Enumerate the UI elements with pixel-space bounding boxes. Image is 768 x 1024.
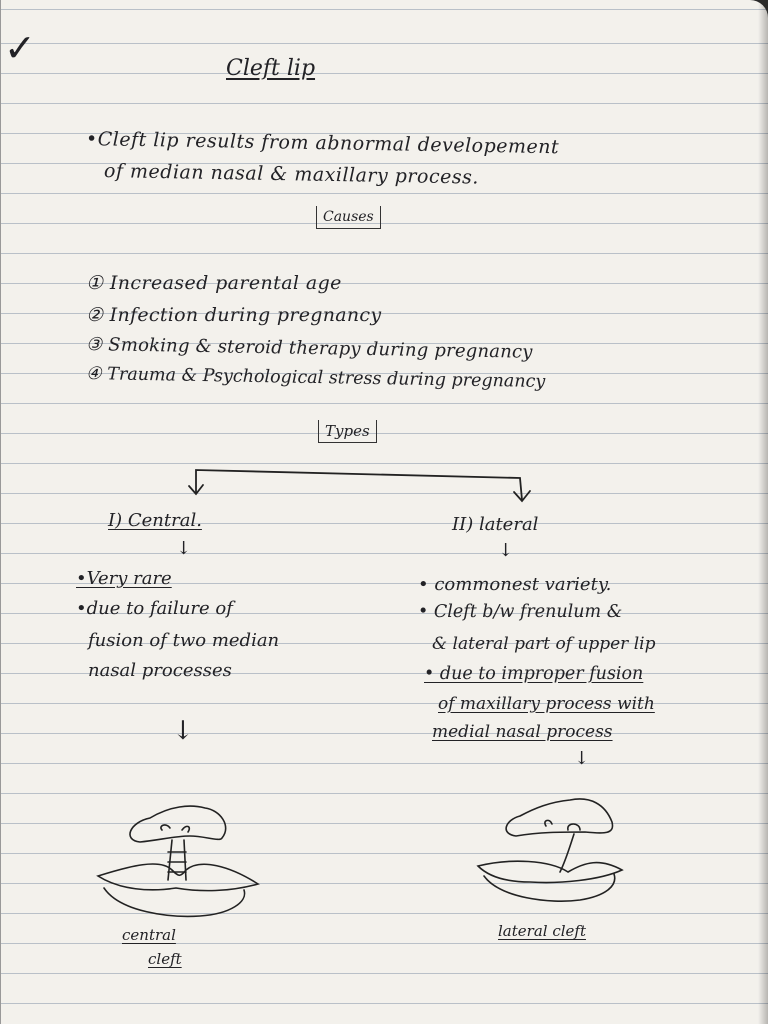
lateral-note-4: • due to improper fusion bbox=[424, 664, 644, 684]
central-type-label: I) Central. bbox=[108, 510, 202, 531]
cause-item-2: ② Infection during pregnancy bbox=[86, 304, 382, 326]
lateral-caption: lateral cleft bbox=[498, 922, 586, 940]
lateral-note-3: & lateral part of upper lip bbox=[432, 634, 656, 654]
cause-item-4: ④ Trauma & Psychological stress during pregnancy bbox=[85, 364, 546, 393]
cause-item-3: ③ Smoking & steroid therapy during pregnancy bbox=[85, 334, 533, 363]
types-tree-lines bbox=[189, 470, 530, 501]
central-note-2: •due to failure of bbox=[76, 598, 233, 619]
central-caption-1: central bbox=[122, 926, 176, 944]
central-caption-2: cleft bbox=[148, 950, 182, 968]
causes-heading: Causes bbox=[316, 206, 381, 229]
lateral-arrow-2: ↓ bbox=[574, 748, 590, 769]
lateral-cleft-sketch bbox=[478, 799, 622, 901]
central-note-1: •Very rare bbox=[76, 568, 172, 589]
lateral-arrow: ↓ bbox=[498, 540, 514, 561]
central-note-3: fusion of two median bbox=[88, 630, 280, 651]
lateral-type-label: II) lateral bbox=[452, 514, 539, 535]
central-arrow: ↓ bbox=[176, 538, 192, 559]
page-title: Cleft lip bbox=[226, 56, 316, 81]
central-cleft-sketch bbox=[98, 806, 258, 916]
lateral-note-2: • Cleft b/w frenulum & bbox=[418, 602, 623, 622]
intro-line-1: •Cleft lip results from abnormal developement bbox=[85, 128, 560, 159]
lateral-note-1: • commonest variety. bbox=[418, 574, 612, 595]
lateral-note-5: of maxillary process with bbox=[438, 694, 655, 714]
central-note-4: nasal processes bbox=[88, 660, 232, 681]
checkmark: ✓ bbox=[4, 26, 36, 70]
intro-line-2: of median nasal & maxillary process. bbox=[103, 160, 480, 189]
cause-item-1: ① Increased parental age bbox=[86, 272, 342, 294]
lateral-note-6: medial nasal process bbox=[432, 722, 613, 742]
central-arrow-2: ↓ bbox=[172, 716, 194, 746]
types-heading: Types bbox=[318, 420, 377, 443]
